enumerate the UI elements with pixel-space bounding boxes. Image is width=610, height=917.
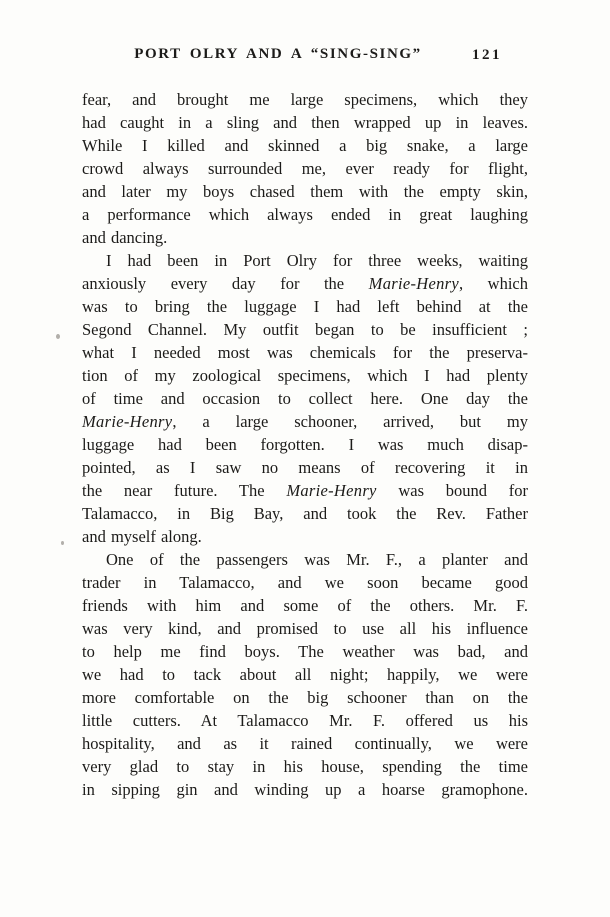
print-artifact-dot	[56, 334, 60, 339]
text-line	[82, 272, 528, 295]
text-line	[82, 548, 528, 571]
text-run: fear, and brought me large specimens, which they	[82, 90, 528, 109]
page-header	[82, 46, 528, 68]
text-run: and later my boys chased them with the empty skin,	[82, 182, 528, 201]
page-number: 121	[472, 47, 502, 63]
text-run: of time and occasion to collect here. One day the	[82, 389, 528, 408]
text-line	[82, 640, 528, 663]
text-line	[82, 778, 528, 801]
print-artifact-dot	[61, 541, 64, 545]
text-line	[82, 157, 528, 180]
text-run: to help me find boys. The weather was bad, and	[82, 642, 528, 661]
text-run: One of the passengers was Mr. F., a planter and	[106, 550, 528, 569]
text-line	[82, 456, 528, 479]
text-run: Segond Channel. My outfit began to be insufficient ;	[82, 320, 528, 339]
text-line	[82, 203, 528, 226]
text-line	[82, 364, 528, 387]
paragraph	[82, 249, 528, 548]
text-run: luggage had been forgotten. I was much disap-	[82, 435, 528, 454]
text-run: trader in Talamacco, and we soon became good	[82, 573, 528, 592]
text-run: had caught in a sling and then wrapped up in leaves.	[82, 113, 528, 132]
ship-name-italic: Marie-Henry	[368, 274, 460, 293]
text-run: tion of my zoological specimens, which I had plenty	[82, 366, 528, 385]
book-page	[82, 0, 528, 801]
text-run: was to bring the luggage I had left behind at the	[82, 297, 528, 316]
text-line	[82, 433, 528, 456]
text-run: very glad to stay in his house, spending the time	[82, 757, 528, 776]
text-run: , a large schooner, arrived, but my	[172, 412, 528, 431]
text-run: a performance which always ended in great laughing	[82, 205, 528, 224]
ship-name-italic: Marie-Henry	[82, 412, 173, 431]
text-run: friends with him and some of the others. Mr. F.	[82, 596, 528, 615]
text-run: in sipping gin and winding up a hoarse gramophone.	[82, 780, 528, 799]
text-run: little cutters. At Talamacco Mr. F. offered us his	[82, 711, 528, 730]
text-line	[82, 617, 528, 640]
text-line	[82, 755, 528, 778]
paragraph	[82, 548, 528, 801]
text-run: While I killed and skinned a big snake, a large	[82, 136, 528, 155]
text-line	[82, 341, 528, 364]
text-run: hospitality, and as it rained continually, we were	[82, 734, 528, 753]
text-line	[82, 502, 528, 525]
ship-name-italic: Marie-Henry	[286, 481, 377, 500]
text-run: Talamacco, in Big Bay, and took the Rev. Father	[82, 504, 528, 523]
text-run: , which	[459, 274, 528, 293]
text-run: I had been in Port Olry for three weeks, waiting	[106, 251, 528, 270]
text-line	[82, 226, 528, 249]
text-line	[82, 686, 528, 709]
paragraph	[82, 88, 528, 249]
text-run: and myself along.	[82, 527, 202, 546]
text-run: was bound for	[376, 481, 528, 500]
text-run: we had to tack about all night; happily, we were	[82, 665, 528, 684]
text-line	[82, 732, 528, 755]
text-run: pointed, as I saw no means of recovering it in	[82, 458, 528, 477]
text-line	[82, 663, 528, 686]
text-run: the near future. The	[82, 481, 287, 500]
text-line	[82, 387, 528, 410]
text-line	[82, 111, 528, 134]
text-line	[82, 249, 528, 272]
text-line	[82, 295, 528, 318]
text-line	[82, 709, 528, 732]
text-line	[82, 318, 528, 341]
text-line	[82, 134, 528, 157]
text-line	[82, 479, 528, 502]
text-run: anxiously every day for the	[82, 274, 369, 293]
text-line	[82, 410, 528, 433]
text-line	[82, 88, 528, 111]
text-line	[82, 571, 528, 594]
text-line	[82, 525, 528, 548]
text-run: what I needed most was chemicals for the preserva-	[82, 343, 528, 362]
text-run: crowd always surrounded me, ever ready for flight,	[82, 159, 528, 178]
text-run: was very kind, and promised to use all his influence	[82, 619, 528, 638]
text-line	[82, 180, 528, 203]
text-line	[82, 594, 528, 617]
text-run: and dancing.	[82, 228, 168, 247]
running-header-title: PORT OLRY AND A “SING-SING”	[134, 46, 422, 62]
text-run: more comfortable on the big schooner than on the	[82, 688, 528, 707]
page-text	[82, 88, 528, 801]
